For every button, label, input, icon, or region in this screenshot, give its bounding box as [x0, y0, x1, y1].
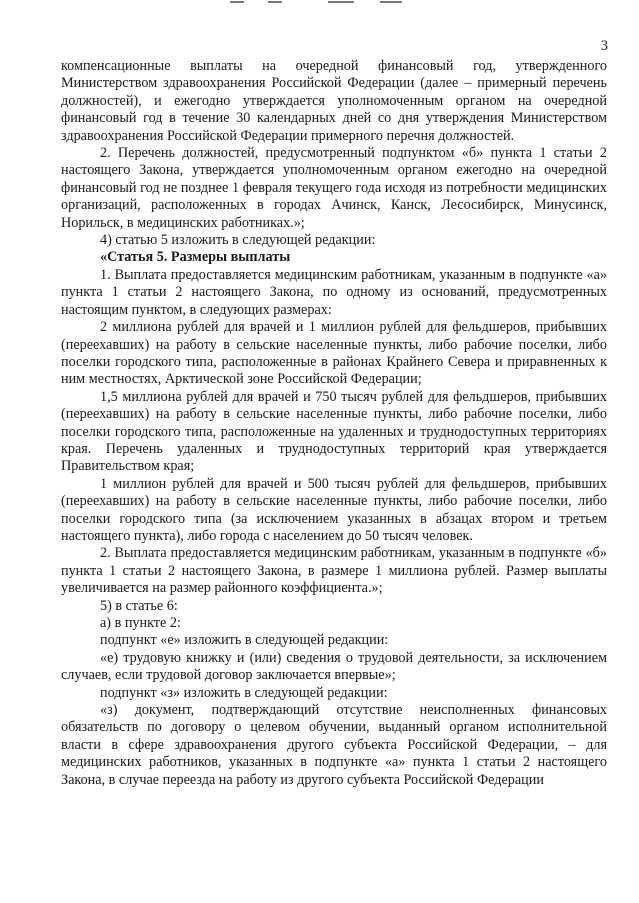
payment-tier-2-million: 2 миллиона рублей для врачей и 1 миллион рублей для фельдшеров, прибывших (переехавших) на работу в сельские населенные пункты, либо рабочие поселки, либо поселки городского типа, расположенные в районах Крайнего Севера и приравненных к ним местностях, Арктической зоне Российской Федерации; [61, 319, 607, 388]
document-body [61, 58, 607, 789]
paragraph-subpoint-e-text: «е) трудовую книжку и (или) сведения о трудовой деятельности, за исключением случаев, если трудовой договор заключается впервые»; [61, 649, 607, 684]
page-number: 3 [600, 38, 608, 54]
paragraph-item-2-positions-list: 2. Перечень должностей, предусмотренный подпунктом «б» пункта 1 статьи 2 настоящего Закона, утверждается уполномоченным органом ежегодно на очередной финансовый год не позднее 1 февраля текущего года исходя из потребности медицинских организаций, расположенных в городах Ачинск, Канск, Лесосибирск, Минусинск, Норильск, в медицинских работниках.»; [61, 145, 607, 231]
paragraph-amend-article-5: 4) статью 5 изложить в следующей редакции: [100, 232, 376, 249]
article-5-item-1: 1. Выплата предоставляется медицинским работникам, указанным в подпункте «а» пункта 1 статьи 2 настоящего Закона, по одному из оснований, предусмотренных настоящим пунктом, в следующих размерах: [61, 266, 607, 318]
paragraph-continuation: компенсационные выплаты на очередной финансовый год, утвержденного Министерством здравоохранения Российской Федерации (далее – примерный перечень должностей), и ежегодно утверждается уполномоченным органом на очередной финансовый год в течение 30 календарных дней со дня утверждения Министерством здравоохранения Российской Федерации примерного перечня должностей. [61, 58, 607, 144]
payment-tier-1-5-million: 1,5 миллиона рублей для врачей и 750 тысяч рублей для фельдшеров, прибывших (переехавших) на работу в сельские населенные пункты, либо рабочие поселки, либо поселки городского типа, расположенные на удаленных и труднодоступных территориях края. Перечень удаленных и труднодоступных территорий края утверждается Правительством края; [61, 388, 607, 475]
paragraph-article-6: 5) в статье 6: [100, 597, 178, 614]
paragraph-subpoint-z-intro: подпункт «з» изложить в следующей редакции: [100, 684, 388, 701]
article-5-heading: «Статья 5. Размеры выплаты [100, 249, 291, 266]
scan-artifact-marks [230, 0, 410, 6]
paragraph-point-2: а) в пункте 2: [100, 615, 181, 631]
payment-tier-1-million: 1 миллион рублей для врачей и 500 тысяч рублей для фельдшеров, прибывших (переехавших) на работу в сельские населенные пункты, либо рабочие поселки, либо поселки городского типа (за исключением указанных в абзацах втором и третьем настоящего пункта), либо города с населением до 50 тысяч человек. [61, 475, 607, 544]
article-5-item-2: 2. Выплата предоставляется медицинским работникам, указанным в подпункте «б» пункта 1 статьи 2 настоящего Закона, в размере 1 миллиона рублей. Размер выплаты увеличивается на размер районного коэффициента.»; [61, 545, 607, 597]
paragraph-subpoint-z-text: «з) документ, подтверждающий отсутствие неисполненных финансовых обязательств по договору о целевом обучении, выданный органом исполнительной власти в сфере здравоохранения другого субъекта Российской Федерации, – для медицинских работников, указанных в подпункте «а» пункта 1 статьи 2 настоящего Закона, в случае переезда на работу из другого субъекта Российской Федерации [61, 702, 607, 788]
paragraph-subpoint-e-intro: подпункт «е» изложить в следующей редакции: [100, 632, 389, 649]
